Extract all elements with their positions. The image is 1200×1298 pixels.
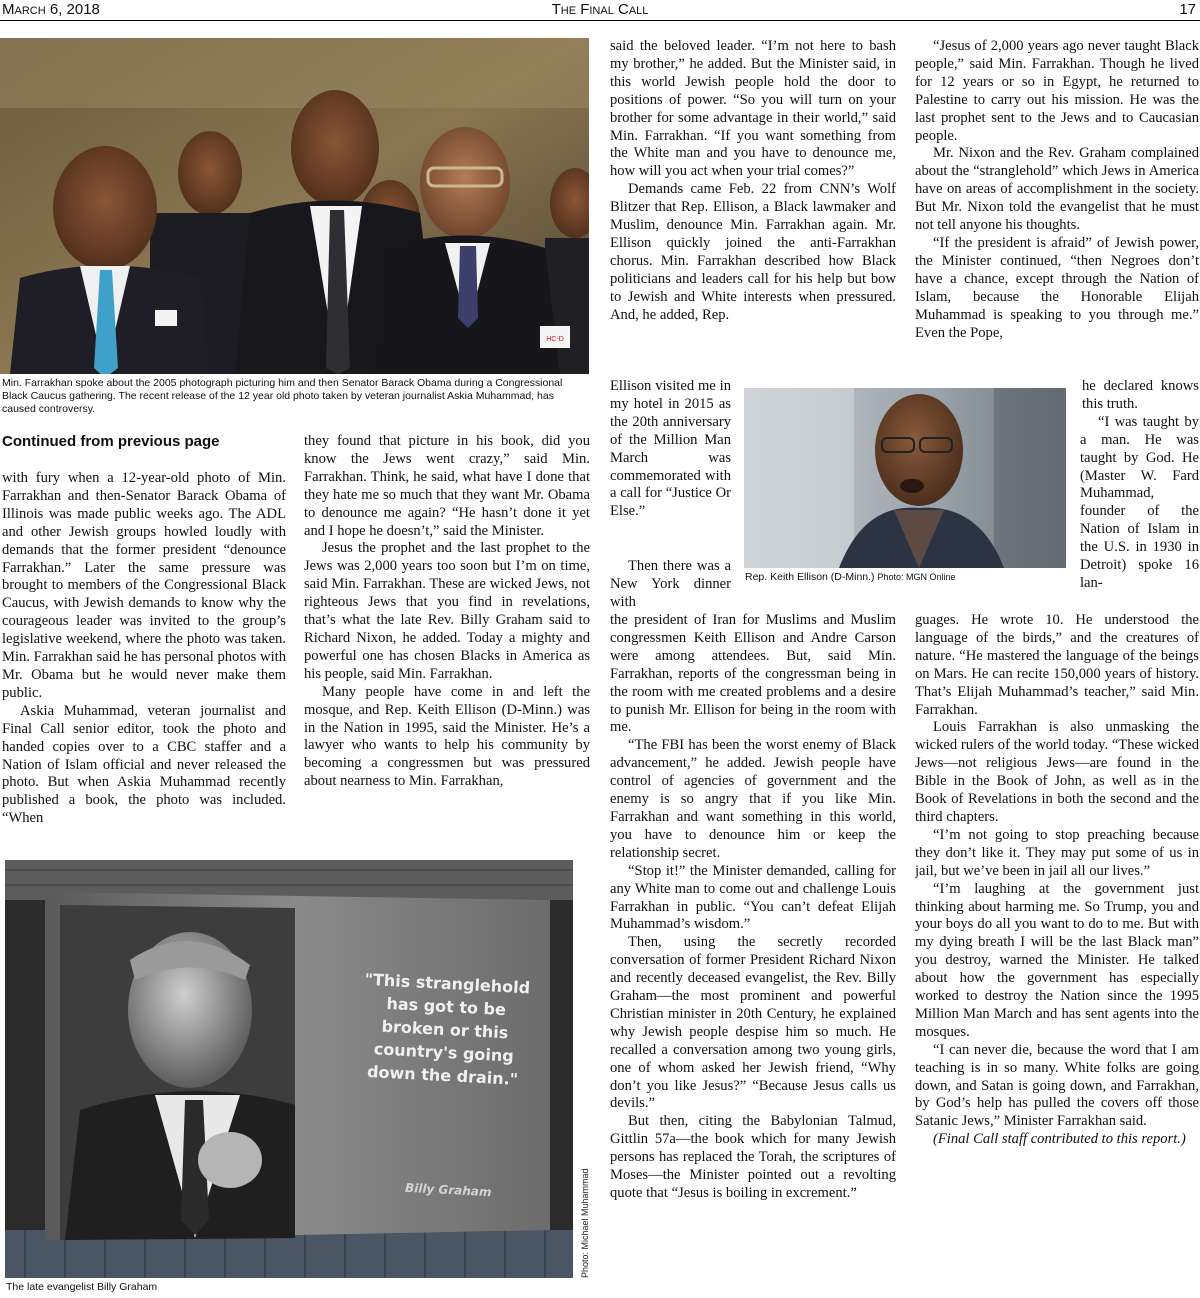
ellison-photo: [744, 388, 1066, 568]
column-1: [2, 470, 286, 830]
paragraph: Mr. Nixon and the Rev. Graham complained about the “stranglehold” which Jews in America have on areas of accomplishment in the society. But Mr. Nixon told the evangelist that he must not tell anyone his thoughts.: [915, 145, 1199, 234]
paragraph: with fury when a 12-year-old photo of Min. Farrakhan and then-Senator Barack Obama of Illinois was made public weeks ago. The ADL and other Jewish groups howled loudly with demands that the former president “denounce Farrakhan.” Later the same pressure was brought to members of the Congressional Black Caucus, with Jewish demands to know why the courageous leader was invited to the group’s legislative weekend, where the photo was taken. Min. Farrakhan said he has personal photos with Mr. Obama but he would never make them public.: [2, 470, 286, 701]
paragraph: “I’m laughing at the government just thinking about harming me. So Trump, you and your boys do all you want to do to me. But with my dying breath I will be the last Black man” you destroy, warned the Minister. He talked about how the government has especially worked to destroy the Nation since the 1995 Million Man March and has sent agents into the mosques.: [915, 880, 1199, 1040]
column-3-narrow: [610, 378, 731, 558]
name-badge: HC-D: [546, 336, 564, 343]
ellison-caption: [745, 571, 956, 584]
signature-overlay: Billy Graham: [404, 1180, 492, 1200]
billy-graham-caption: The late evangelist Billy Graham: [6, 1281, 158, 1293]
paragraph: Demands came Feb. 22 from CNN’s Wolf Blitzer that Rep. Ellison, a Black lawmaker and Muslim, denounce Min. Farrakhan again. Mr. Ellison quickly joined the anti-Farrakhan chorus. Min. Farrakhan described how Black politicians and leaders call for his help but bow to Jewish and White interests when pressured. And, he added, Rep.: [610, 181, 896, 323]
paragraph: said the beloved leader. “I’m not here to bash my brother,” he added. But the Minister said, in this world Jewish people hold the door to positions of power. “So you will turn on your brother for some advantage in their world,” said Min. Farrakhan. “If you want something from the White man and you have to denounce me, how will you act when your trial comes?”: [610, 38, 896, 180]
paragraph: Ellison visited me in my hotel in 2015 as the 20th anniversary of the Million Man March was commemorated with a call for “Justice Or Else.”: [610, 378, 731, 520]
paragraph: “I was taught by a man. He was taught by God. He (Master W. Fard Muhammad, founder of the Nation of Islam in the U.S. in 1930 in Detroit) spoke 16 lan-: [1080, 413, 1199, 591]
column-4-top: [915, 38, 1199, 378]
column-3-narrow-2: [610, 558, 731, 612]
page-number: 17: [1179, 1, 1196, 18]
paragraph: guages. He wrote 10. He understood the language of the birds,” and the creatures of nature. “He mastered the language of the beings on Mars. He can recite 150,000 years of history. That’s Elijah Muhammad’s teacher,” said Min. Farrakhan.: [915, 612, 1199, 718]
paragraph: Jesus the prophet and the last prophet to the Jews was 2,000 years too soon but I’m on time, said Min. Farrakhan. These are wicked Jews, not righteous Jews that you find in revelations, that’s what the late Rev. Billy Graham said to Richard Nixon, he added. Today a mighty and powerful one has chosen Blacks in America as his people, said Min. Farrakhan.: [304, 540, 590, 682]
paragraph: they found that picture in his book, did you know the Jews went crazy,” said Min. Farrakhan. Think, he said, what have I done that they hate me so much that they want Mr. Obama to denounce me again? “He hasn’t done it yet and I hope he doesn’t,” said the Minister.: [304, 433, 590, 539]
column-2: [304, 433, 590, 830]
paragraph: “Stop it!” the Minister demanded, calling for any White man to come out and challenge Louis Farrakhan in public. “You can’t defeat Elijah Muhammad’s wisdom.”: [610, 862, 896, 933]
paragraph: “I’m not going to stop preaching because they don’t like it. They may put some of us in jail, but we’ve been in jail all our lives.”: [915, 826, 1199, 879]
column-3-bottom: [610, 612, 896, 1298]
issue-date: March 6, 2018: [2, 1, 100, 18]
group-photo: [0, 38, 589, 374]
ellison-caption-text: Rep. Keith Ellison (D-Minn.): [745, 571, 875, 583]
paragraph: Then, using the secretly recorded conversation of former President Richard Nixon and recently deceased evangelist, the Rev. Billy Graham—the most prominent and powerful Christian minister in 20th Century, he explained why Jewish people despise him so much. He recalled a conversation among two young girls, one of whom asked her Jewish friend, “Why don’t you like Jesus?” “Because Jesus calls us devils.”: [610, 934, 896, 1112]
column-4-bottom: [915, 612, 1199, 1298]
column-3-top: [610, 38, 896, 380]
paragraph: Askia Muhammad, veteran journalist and Final Call senior editor, took the photo and handed copies over to a CBC staffer and a Nation of Islam official and never released the photo. But when Askia Muhammad recently published a book, the photo was included. “When: [2, 702, 286, 827]
group-photo-caption: Min. Farrakhan spoke about the 2005 photograph picturing him and then Senator Barack Obama during a Congressional Black Caucus gathering. The recent release of the 12 year old photo taken by veteran journalist Askia Muhammad, has caused controversy.: [2, 377, 563, 415]
paragraph: “If the president is afraid” of Jewish power, the Minister continued, “then Negroes don’t have a chance, except through the Nation of Islam, because the Honorable Elijah Muhammad is speaking to you through me.” Even the Pope,: [915, 234, 1199, 341]
continued-label: Continued from previous page: [2, 433, 220, 450]
billy-graham-photo-credit: Photo: Michael Muhammad: [580, 1168, 590, 1278]
paragraph: “I can never die, because the word that I am teaching is in so many. White folks are going down, and Satan is going down, and Farrakhan, by God’s help has pulled the covers off those Satanic Jews,” Minister Farrakhan said.: [915, 1041, 1199, 1130]
paragraph: “The FBI has been the worst enemy of Black advancement,” he added. Jewish people have control of agencies of government and the enemy is so angry that if you like Min. Farrakhan and want something in this world, you have to denounce him or keep the relationship secret.: [610, 737, 896, 861]
paragraph: Louis Farrakhan is also unmasking the wicked rulers of the world today. “These wicked Jews—not religious Jews—are found in the Bible in the Book of John, as well as in the Book of Revelations in both the second and the third chapters.: [915, 719, 1199, 825]
column-4-narrow: [1080, 378, 1199, 612]
page-header: [0, 0, 1200, 21]
paragraph: Many people have come in and left the mosque, and Rep. Keith Ellison (D-Minn.) was in the Nation in 1995, said the Minister. He’s a lawyer who wants to help his community by becoming a congressmen but was pressured about nearness to Min. Farrakhan,: [304, 683, 590, 790]
staff-note: (Final Call staff contributed to this report.): [933, 1131, 1186, 1148]
billy-graham-photo: [5, 860, 573, 1278]
paragraph: But then, citing the Babylonian Talmud, Gittlin 57a—the book which for many Jewish persons has replaced the Torah, the scriptures of Moses—the Minister pointed out a revolting quote that “Jesus is boiling in excrement.”: [610, 1113, 896, 1201]
paragraph: “Jesus of 2,000 years ago never taught Black people,” said Min. Farrakhan. Though he lived for 12 years or so in Egypt, he returned to Palestine to carry out his mission. He was the last prophet sent to the Jews and to Caucasian people.: [915, 38, 1199, 144]
paragraph: the president of Iran for Muslims and Muslim congressmen Keith Ellison and Andre Carson were among attendees. But, said Min. Farrakhan, reports of the congressman being in the room with me created problems and a desire to punish Mr. Ellison for being in the room with me.: [610, 612, 896, 736]
paragraph: he declared knows this truth.: [1082, 378, 1199, 412]
ellison-photo-credit: Photo: MGN Online: [877, 572, 956, 582]
paragraph: Then there was a New York dinner with: [610, 558, 731, 610]
publication-name: The Final Call: [551, 1, 649, 18]
quote-overlay: "This stranglehold has got to be broken or this country's going down the drain.": [364, 969, 531, 1089]
